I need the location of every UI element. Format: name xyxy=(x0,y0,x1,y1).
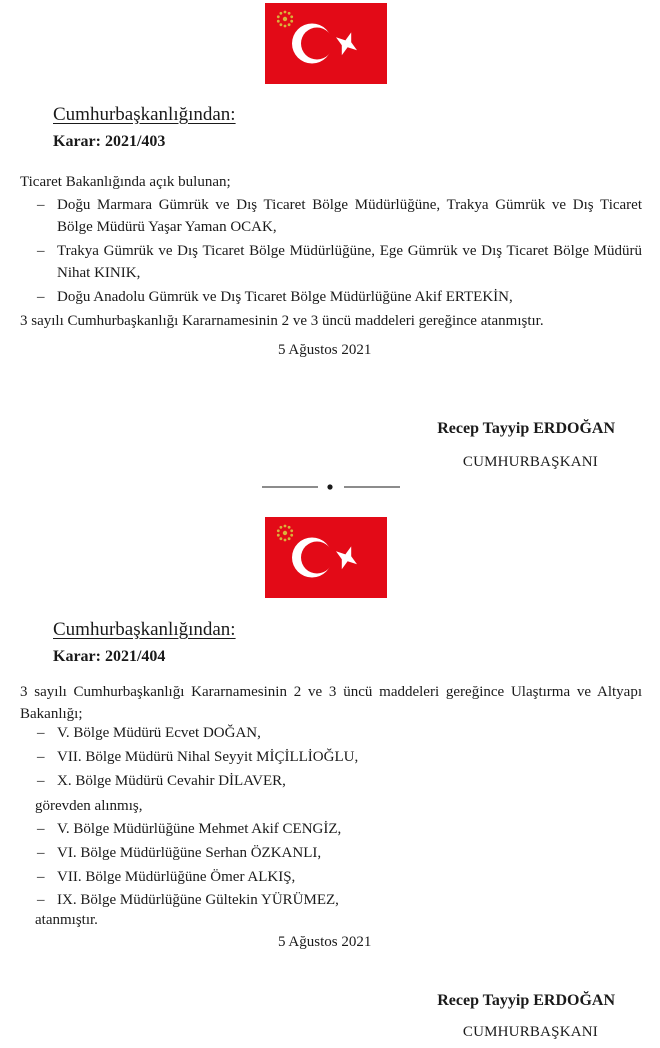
decree-1-item: – Trakya Gümrük ve Dış Ticaret Bölge Müdürlüğüne, Ege Gümrük ve Dış Ticaret Bölge Müdürü Nihat KINIK, xyxy=(37,243,642,281)
decree-1-item: – Doğu Anadolu Gümrük ve Dış Ticaret Bölge Müdürlüğüne Akif ERTEKİN, xyxy=(37,289,513,305)
decree-1-signatory: Recep Tayyip ERDOĞAN xyxy=(437,420,615,437)
decree-2-heading: Cumhurbaşkanlığından: xyxy=(53,619,236,640)
decree-2-number: Karar: 2021/404 xyxy=(53,648,166,665)
section-separator xyxy=(262,480,402,494)
decree-2-signatory: Recep Tayyip ERDOĞAN xyxy=(437,992,615,1009)
decree-2-appointed-item: – VII. Bölge Müdürlüğüne Ömer ALKIŞ, xyxy=(37,869,296,885)
decree-2-appointed-item: – VI. Bölge Müdürlüğüne Serhan ÖZKANLI, xyxy=(37,845,322,861)
decree-1-number: Karar: 2021/403 xyxy=(53,133,166,150)
decree-2-removed-item: – V. Bölge Müdürü Ecvet DOĞAN, xyxy=(37,725,261,741)
decree-2-appointed-label: atanmıştır. xyxy=(35,912,98,928)
decree-2-removed-item: – X. Bölge Müdürü Cevahir DİLAVER, xyxy=(37,773,286,789)
decree-1-item: – Doğu Marmara Gümrük ve Dış Ticaret Bölge Müdürlüğüne, Trakya Gümrük ve Dış Ticaret Bölge Müdürü Yaşar Yaman OCAK, xyxy=(37,197,642,235)
decree-2-appointed-item: – V. Bölge Müdürlüğüne Mehmet Akif CENGİZ, xyxy=(37,821,342,837)
turkish-flag-icon xyxy=(265,3,387,84)
decree-1-heading: Cumhurbaşkanlığından: xyxy=(53,104,236,125)
decree-2-signatory-title: CUMHURBAŞKANI xyxy=(462,1024,598,1040)
decree-1-signatory-title: CUMHURBAŞKANI xyxy=(462,454,598,470)
decree-1-intro: Ticaret Bakanlığında açık bulunan; xyxy=(20,174,231,190)
decree-2-date: 5 Ağustos 2021 xyxy=(278,934,372,950)
decree-1-date: 5 Ağustos 2021 xyxy=(278,342,372,358)
turkish-flag-icon xyxy=(265,517,387,598)
decree-2-removed-item: – VII. Bölge Müdürü Nihal Seyyit MİÇİLLİOĞLU, xyxy=(37,749,359,765)
decree-2-appointed-item: – IX. Bölge Müdürlüğüne Gültekin YÜRÜMEZ, xyxy=(37,892,339,908)
decree-2-intro: 3 sayılı Cumhurbaşkanlığı Kararnamesinin 2 ve 3 üncü maddeleri gereğince Ulaştırma ve Altyapı Bakanlığı; xyxy=(20,684,642,722)
decree-2-removed-label: görevden alınmış, xyxy=(35,798,143,814)
decree-1-closing: 3 sayılı Cumhurbaşkanlığı Kararnamesinin 2 ve 3 üncü maddeleri gereğince atanmıştır. xyxy=(20,313,544,329)
